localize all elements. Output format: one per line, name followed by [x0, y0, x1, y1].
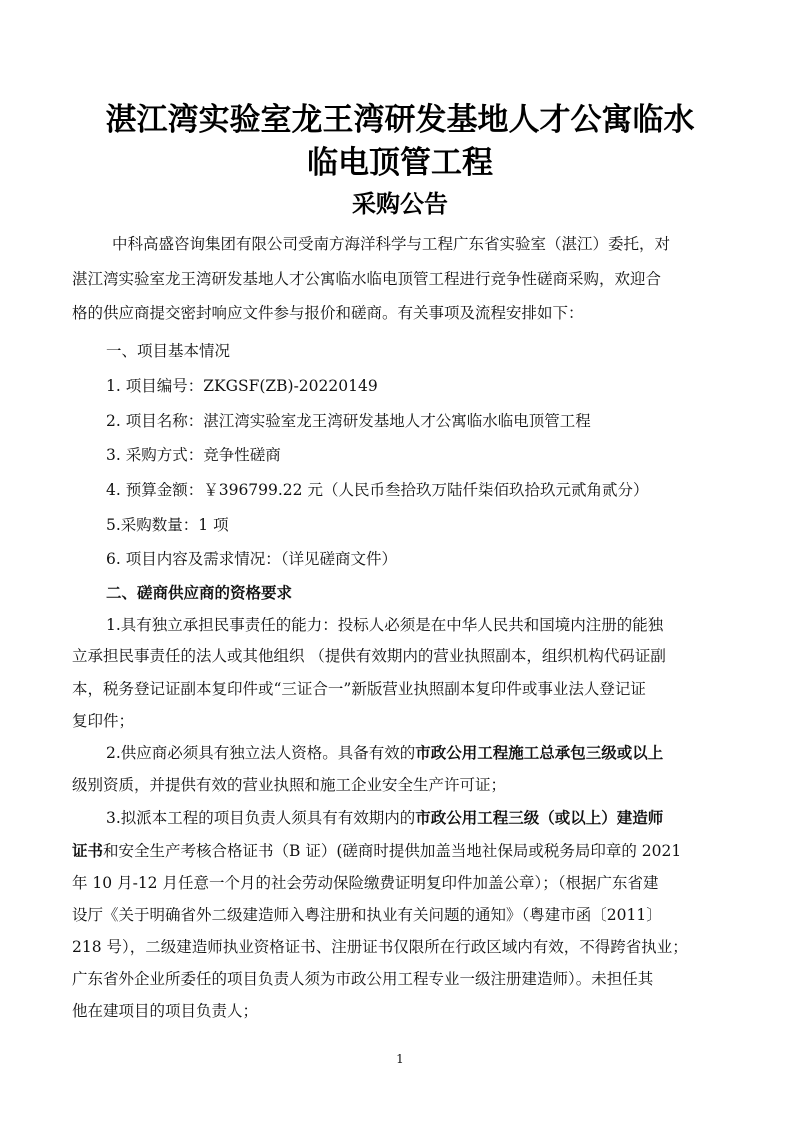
requirement1-line: 1.具有独立承担民事责任的能力：投标人必须是在中华人民共和国境内注册的能独 [106, 616, 664, 634]
requirement3-emphasis: 证书 [72, 842, 104, 860]
intro-line: 格的供应商提交密封响应文件参与报价和磋商。有关事项及流程安排如下： [72, 304, 584, 322]
requirement1-line: 立承担民事责任的法人或其他组织 （提供有效期内的营业执照副本，组织机构代码证副 [72, 647, 666, 665]
requirement3-text: 3.拟派本工程的项目负责人须具有有效期内的 [106, 809, 416, 827]
intro-line: 湛江湾实验室龙王湾研发基地人才公寓临水临电顶管工程进行竞争性磋商采购，欢迎合 [72, 270, 662, 288]
section1-item: 1. 项目编号：ZKGSF(ZB)-20220149 [106, 377, 378, 395]
requirement3-text: 和安全生产考核合格证书（B 证）(磋商时提供加盖当地社保局或税务局印章的 2021 [103, 842, 682, 860]
requirement3-emphasis: 市政公用工程三级（或以上）建造师 [415, 809, 664, 827]
page-number: 1 [396, 1052, 404, 1066]
requirement3-line: 他在建项目的项目负责人； [72, 1002, 259, 1020]
intro-line: 中科高盛咨询集团有限公司受南方海洋科学与工程广东省实验室（湛江）委托，对 [112, 235, 671, 253]
requirement3-line [106, 807, 766, 829]
requirement2-line [106, 742, 766, 764]
requirement3-line: 设厅《关于明确省外二级建造师入粤注册和执业有关问题的通知》（粤建市函〔2011〕 [72, 906, 662, 924]
document-title-line1: 湛江湾实验室龙王湾研发基地人才公寓临水 [105, 102, 695, 138]
section1-item: 5.采购数量：1 项 [106, 516, 229, 534]
document-title-line2: 临电顶管工程 [307, 145, 493, 181]
requirement1-line: 本，税务登记证副本复印件或“三证合一”新版营业执照副本复印件或事业法人登记证 [72, 680, 646, 698]
requirement1-line: 复印件； [72, 712, 135, 730]
section1-item: 2. 项目名称：湛江湾实验室龙王湾研发基地人才公寓临水临电顶管工程 [106, 412, 591, 430]
requirement3-line: 年 10 月-12 月任意一个月的社会劳动保险缴费证明复印件加盖公章）；（根据广东省建 [72, 874, 659, 892]
requirement2-line: 级别资质，并提供有效的营业执照和施工企业安全生产许可证； [72, 776, 507, 794]
requirement2-emphasis: 市政公用工程施工总承包三级或以上 [415, 744, 664, 762]
requirement3-line: 广东省外企业所委任的项目负责人须为市政公用工程专业一级注册建造师）。未担任其 [72, 970, 654, 988]
section2-heading: 二、磋商供应商的资格要求 [106, 584, 293, 602]
section1-item: 6. 项目内容及需求情况：（详见磋商文件） [106, 550, 397, 568]
document-subtitle: 采购公告 [352, 190, 448, 218]
section1-item: 3. 采购方式：竞争性磋商 [106, 446, 281, 464]
requirement3-line: 218 号），二级建造师执业资格证书、注册证书仅限所在行政区域内有效，不得跨省执业； [72, 938, 688, 956]
section1-item: 4. 预算金额：￥396799.22 元（人民币叁拾玖万陆仟柒佰玖拾玖元贰角贰分） [106, 481, 649, 499]
section1-heading: 一、项目基本情况 [106, 342, 231, 360]
requirement2-text: 2.供应商必须具有独立法人资格。具备有效的 [106, 744, 416, 762]
requirement3-line [72, 840, 762, 862]
